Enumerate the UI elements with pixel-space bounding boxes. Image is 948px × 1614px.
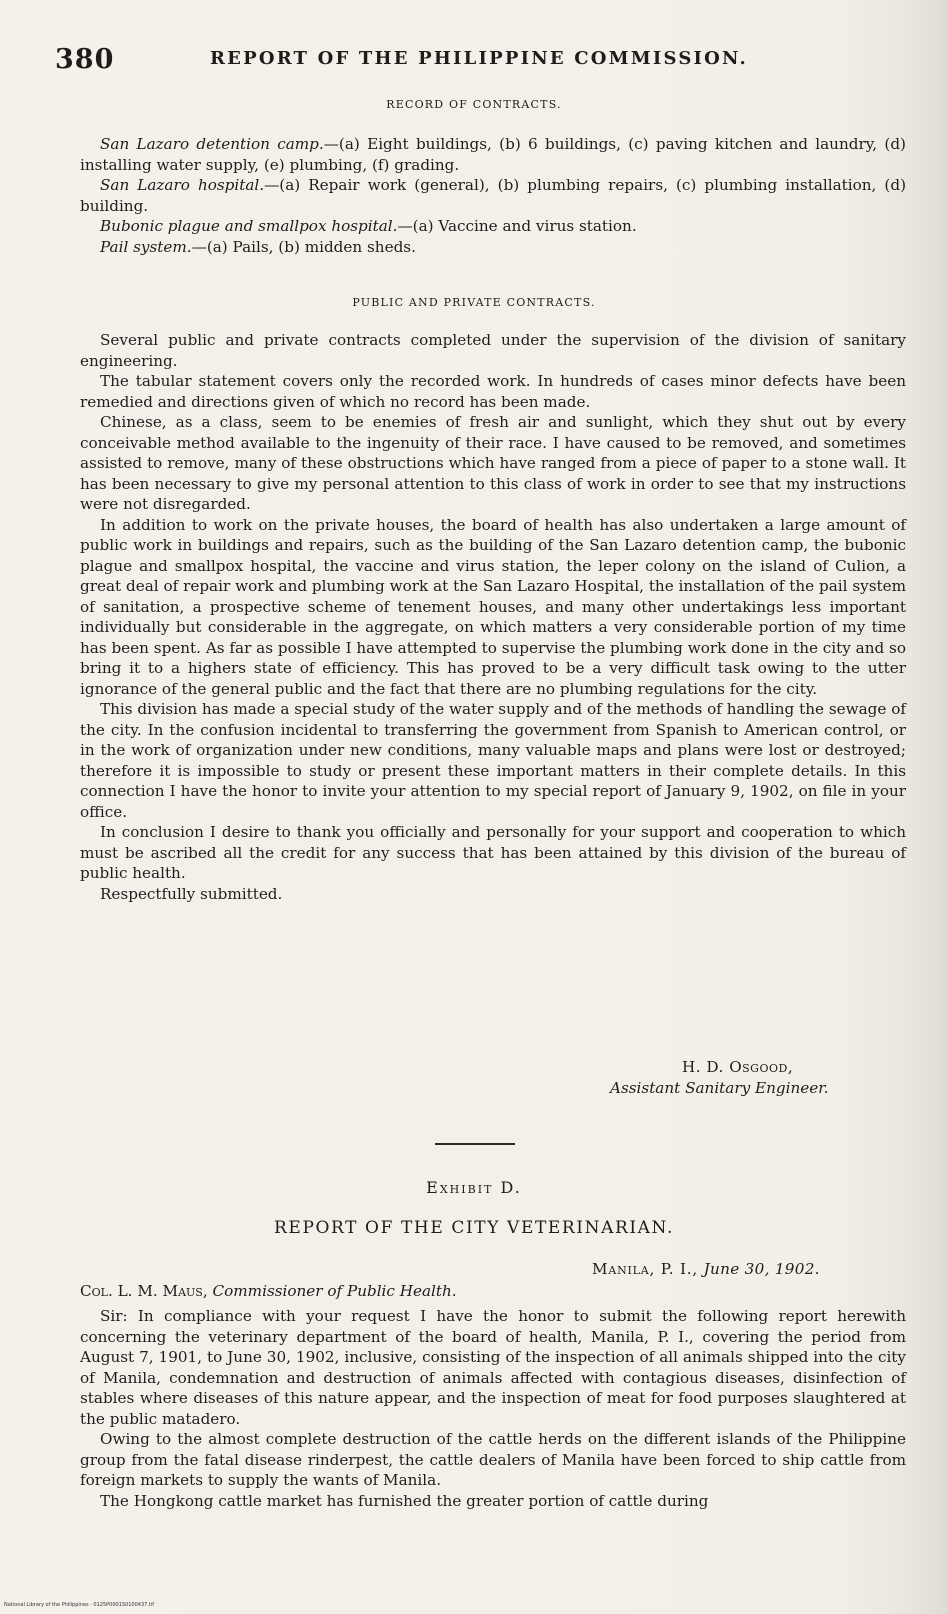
body-paragraph: The Hongkong cattle market has furnished the greater portion of cattle during [100,1491,709,1510]
closing-line: Respectfully submitted. [100,884,283,903]
public-private-body [80,330,906,904]
record-of-contracts-heading: RECORD OF CONTRACTS. [386,98,562,111]
contract-item-text: —(a) Eight buildings, (b) 6 buildings, (c) paving kitchen and laundry, (d) installing water supply, (e) plumbing, (f) grading. [80,135,906,174]
report-title: REPORT OF THE CITY VETERINARIAN. [274,1218,674,1238]
contract-item-text: —(a) Vaccine and virus station. [397,217,637,235]
exhibit-label: Exhibit D. [426,1178,522,1197]
body-paragraph: In conclusion I desire to thank you officially and personally for your support and cooperation to which must be ascribed all the credit for any success that has been attained by this division of the bureau of public health. [80,823,906,882]
contract-item [80,216,906,237]
public-private-contracts-heading: PUBLIC AND PRIVATE CONTRACTS. [352,296,596,309]
contract-item-label: San Lazaro hospital. [100,176,265,194]
page-number: 380 [55,44,115,75]
signatory-title: Assistant Sanitary Engineer. [610,1078,829,1097]
veterinarian-report-body [80,1306,906,1511]
body-paragraph: Chinese, as a class, seem to be enemies of fresh air and sunlight, which they shut out by every conceivable method available to the ingenuity of their race. I have caused to be removed, and sometimes assisted to remove, many of these obstructions which have ranged from a piece of paper to a stone wall. It has been necessary to give my personal attention to this class of work in order to see that my instructions were not disregarded. [80,413,906,513]
body-paragraph: Sir: In compliance with your request I have the honor to submit the following report herewith concerning the veterinary department of the board of health, Manila, P. I., covering the period from August 7, 1901, to June 30, 1902, inclusive, consisting of the inspection of all animals shipped into the city of Manila, condemnation and destruction of animals affected with contagious diseases, disinfection of stables where diseases of this nature appear, and the inspection of meat for food purposes slaughtered at the public matadero. [80,1307,906,1428]
contract-item-label: Bubonic plague and smallpox hospital. [100,217,398,235]
contract-item-text: —(a) Pails, (b) midden sheds. [191,237,416,256]
body-paragraph: Several public and private contracts completed under the supervision of the division of sanitary engineering. [80,331,906,370]
contract-item-label: San Lazaro detention camp. [100,135,324,153]
addressee-name: Col. L. M. Maus, [80,1282,208,1300]
body-paragraph: Owing to the almost complete destruction of the cattle herds on the different islands of the Philippine group from the fatal disease rinderpest, the cattle dealers of Manila have been forced to ship cattle from foreign markets to supply the wants of Manila. [80,1430,906,1489]
dateline [592,1260,820,1278]
dateline-place: Manila, P. I., [592,1260,699,1278]
contract-item [80,175,906,216]
contract-item [80,237,906,258]
contract-item-label: Pail system. [100,237,192,256]
body-paragraph: In addition to work on the private houses, the board of health has also undertaken a large amount of public work in buildings and repairs, such as the building of the San Lazaro detention camp, the bubonic plague and smallpox hospital, the vaccine and virus station, the leper colony on the island of Culion, a great deal of repair work and plumbing work at the San Lazaro Hospital, the installation of the pail system of sanitation, a prospective scheme of tenement houses, and many other undertakings less important individually but considerable in the aggregate, on which matters a very considerable portion of my time has been spent. As far as possible I have attempted to supervise the plumbing work done in the city and so bring it to a highers state of efficiency. This has proved to be a very difficult task owing to the utter ignorance of the general public and the fact that there are no plumbing regulations for the city. [80,515,906,698]
section-divider [435,1143,515,1145]
scan-footer: National Library of the Philippines · 0125P0001S0100437.tif [4,1602,155,1608]
dateline-date: June 30, 1902. [703,1260,820,1278]
addressee-title: Commissioner of Public Health. [212,1282,457,1300]
record-of-contracts-list [80,134,906,257]
contract-item [80,134,906,175]
addressee [80,1282,457,1300]
body-paragraph: This division has made a special study of the water supply and of the methods of handling the sewage of the city. In the confusion incidental to transferring the government from Spanish to American control, or in the work of organization under new conditions, many valuable maps and plans were lost or destroyed; therefore it is impossible to study or present these important matters in their complete details. In this connection I have the honor to invite your attention to my special report of January 9, 1902, on file in your office. [80,700,906,821]
contract-item-text: —(a) Repair work (general), (b) plumbing repairs, (c) plumbing installation, (d) building. [80,176,906,215]
body-paragraph: The tabular statement covers only the recorded work. In hundreds of cases minor defects have been remedied and directions given of which no record has been made. [80,372,906,411]
running-head: REPORT OF THE PHILIPPINE COMMISSION. [210,48,749,69]
signatory-name: H. D. Osgood, [682,1058,794,1076]
signature-block [610,1057,910,1098]
